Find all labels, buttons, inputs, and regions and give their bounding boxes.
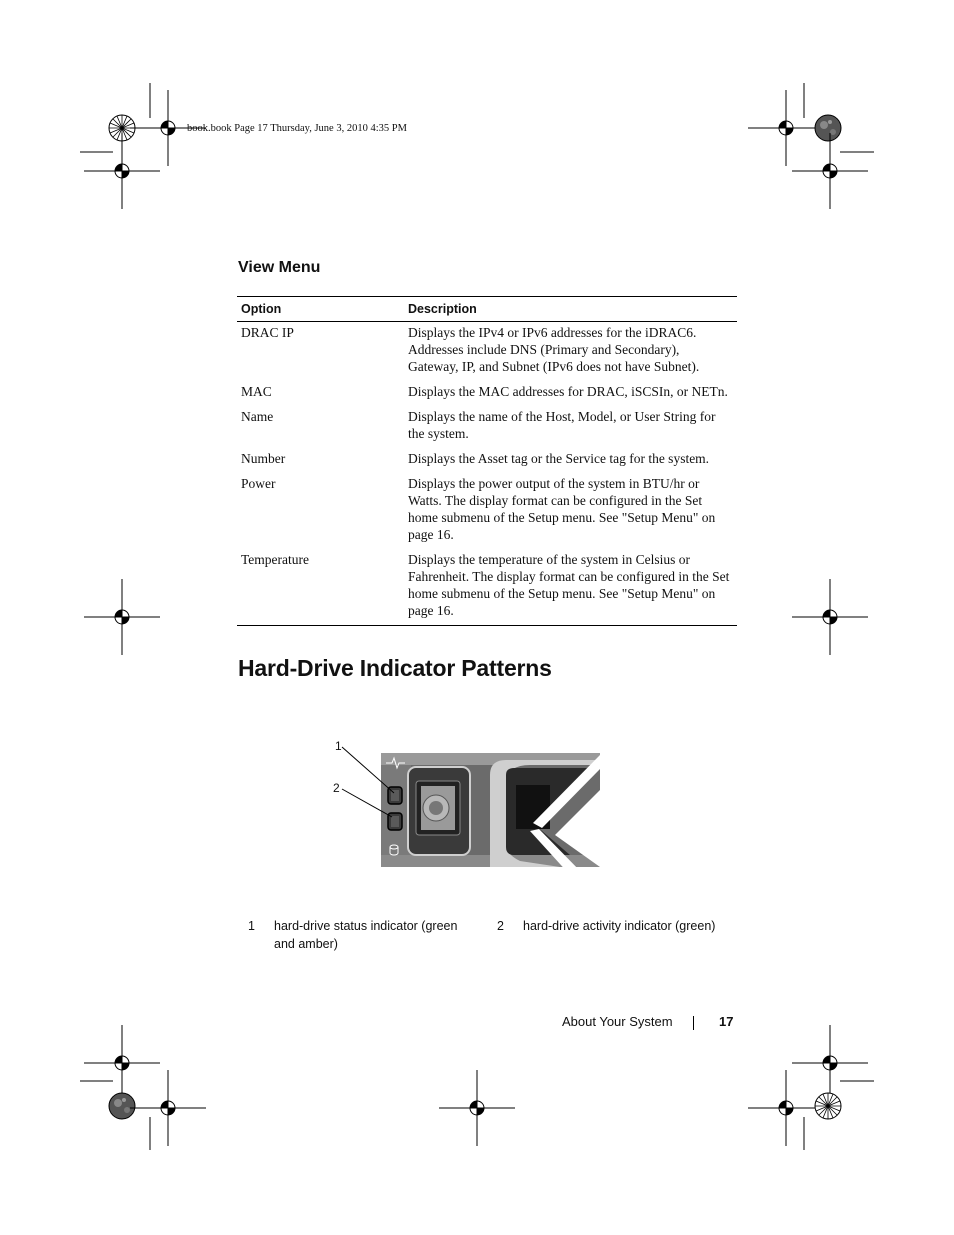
table-row (237, 450, 737, 467)
description-cell: Displays the Asset tag or the Service tag for the system. (408, 451, 710, 466)
table-row (237, 324, 737, 375)
table-header (237, 297, 737, 321)
description-cell: Displays the name of the Host, Model, or User String for the system. (408, 409, 716, 441)
callout-2: 2 (333, 781, 340, 795)
legend-num-2: 2 (497, 919, 504, 933)
option-cell: Number (241, 451, 286, 466)
table-row (237, 408, 737, 442)
view-menu-heading: View Menu (238, 259, 321, 276)
description-cell: Displays the IPv4 or IPv6 addresses for the iDRAC6. Addresses include DNS (Primary and Secondary), Gateway, IP, and Subnet (IPv6 does not have Subnet). (408, 325, 700, 374)
footer-divider (693, 1016, 694, 1030)
legend-text-1: hard-drive status indicator (green and amber) (274, 919, 458, 951)
hard-drive-heading: Hard-Drive Indicator Patterns (238, 655, 552, 681)
option-cell: Temperature (241, 552, 310, 567)
callout-1: 1 (335, 739, 342, 753)
footer-section-title: About Your System (562, 1014, 673, 1029)
view-menu-table (237, 296, 737, 626)
option-cell: DRAC IP (241, 325, 294, 340)
hard-drive-figure (330, 735, 600, 875)
legend-num-1: 1 (248, 919, 255, 933)
hard-drive-illustration (330, 735, 600, 875)
legend-text-2: hard-drive activity indicator (green) (523, 919, 716, 933)
option-header: Option (241, 302, 282, 316)
table-row (237, 551, 737, 619)
description-header: Description (408, 302, 477, 316)
table-row (237, 383, 737, 400)
option-cell: Power (241, 476, 276, 491)
table-row (237, 475, 737, 543)
description-cell: Displays the power output of the system in BTU/hr or Watts. The display format can be configured in the Set home submenu of the Setup menu. See "Setup Menu" on page 16. (408, 476, 716, 542)
description-cell: Displays the temperature of the system in Celsius or Fahrenheit. The display format can be configured in the Set home submenu of the Setup menu. See "Setup Menu" on page 16. (408, 552, 730, 618)
description-cell: Displays the MAC addresses for DRAC, iSCSIn, or NETn. (408, 384, 728, 399)
page-number: 17 (719, 1014, 734, 1029)
slug-line: book.book Page 17 Thursday, June 3, 2010 4:35 PM (187, 123, 407, 134)
option-cell: MAC (241, 384, 272, 399)
option-cell: Name (241, 409, 274, 424)
